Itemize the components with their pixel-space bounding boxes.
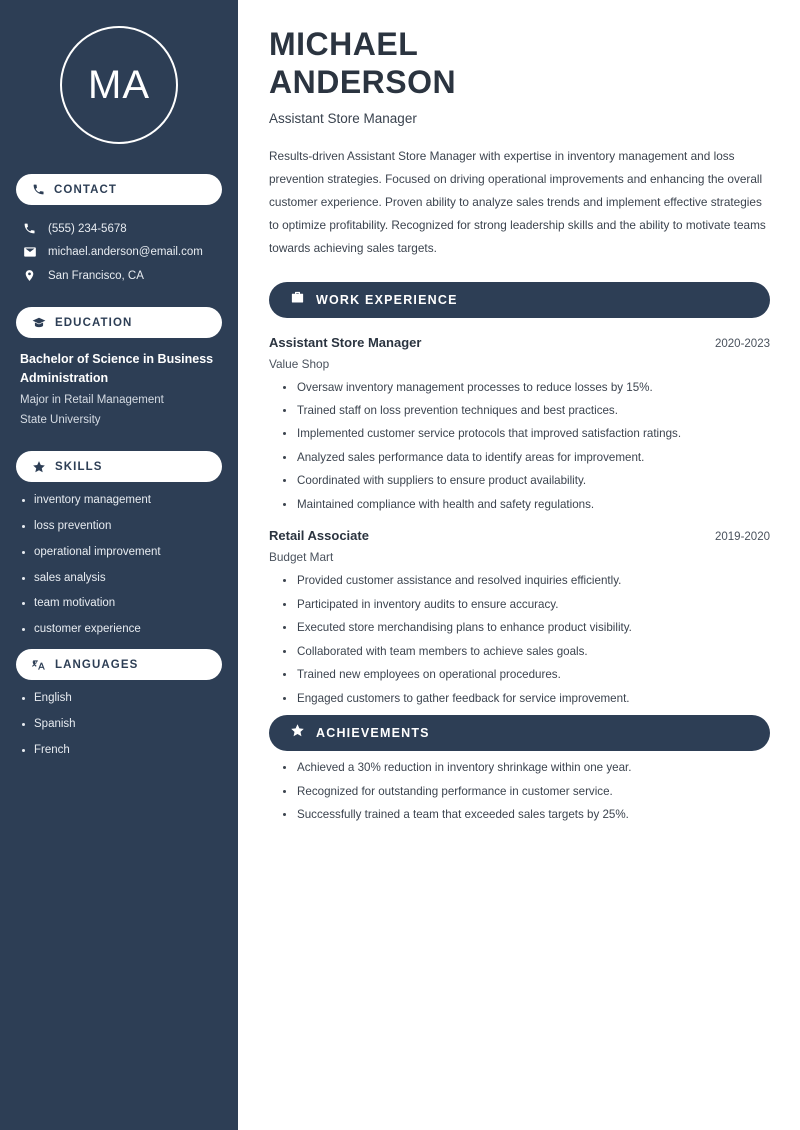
list-item: team motivation bbox=[20, 597, 218, 611]
section-label-work-experience: WORK EXPERIENCE bbox=[316, 292, 458, 307]
experience-role: Assistant Store Manager bbox=[269, 334, 422, 350]
languages-list bbox=[16, 692, 222, 757]
avatar-container bbox=[16, 0, 222, 166]
avatar-initials: MA bbox=[88, 62, 150, 107]
experience-company: Budget Mart bbox=[269, 550, 334, 565]
first-name: MICHAEL bbox=[269, 26, 419, 62]
headline-job-title: Assistant Store Manager bbox=[269, 110, 417, 126]
sidebar bbox=[0, 0, 238, 1130]
contact-location-value: San Francisco, CA bbox=[48, 269, 144, 282]
star-icon bbox=[290, 723, 305, 743]
sidebar-education-label: EDUCATION bbox=[55, 316, 133, 329]
list-item: Collaborated with team members to achieve sales goals. bbox=[283, 645, 770, 659]
contact-item-location bbox=[16, 264, 222, 287]
main-content bbox=[238, 0, 800, 1130]
list-item: Maintained compliance with health and safety regulations. bbox=[283, 498, 770, 512]
envelope-icon bbox=[22, 245, 37, 259]
sidebar-section-skills-header bbox=[16, 451, 222, 482]
list-item: sales analysis bbox=[20, 572, 218, 586]
contact-email-value: michael.anderson@email.com bbox=[48, 246, 203, 258]
experience-entry bbox=[269, 335, 770, 513]
experience-role: Retail Associate bbox=[269, 528, 369, 544]
list-item: customer experience bbox=[20, 623, 218, 637]
education-school: State University bbox=[20, 414, 101, 426]
star-icon bbox=[32, 460, 46, 474]
sidebar-section-education-header bbox=[16, 307, 222, 338]
sidebar-contact-label: CONTACT bbox=[54, 183, 118, 196]
list-item: Coordinated with suppliers to ensure product availability. bbox=[283, 474, 770, 488]
avatar bbox=[60, 26, 178, 144]
experience-dates: 2019-2020 bbox=[715, 531, 770, 544]
experience-dates: 2020-2023 bbox=[715, 337, 770, 350]
education-degree: Bachelor of Science in Business Administration bbox=[20, 352, 214, 386]
sidebar-skills-label: SKILLS bbox=[55, 460, 103, 473]
contact-phone-value: (555) 234-5678 bbox=[48, 222, 127, 235]
list-item: Trained new employees on operational procedures. bbox=[283, 668, 770, 682]
achievements-list bbox=[269, 761, 770, 822]
list-item: English bbox=[20, 692, 218, 706]
section-header-work-experience bbox=[269, 282, 770, 318]
phone-icon bbox=[32, 183, 45, 196]
skills-list bbox=[16, 494, 222, 637]
list-item: Engaged customers to gather feedback for service improvement. bbox=[283, 692, 770, 706]
list-item: Successfully trained a team that exceeded sales targets by 25%. bbox=[283, 808, 770, 822]
experience-bullets bbox=[269, 574, 770, 706]
list-item: Trained staff on loss prevention techniques and best practices. bbox=[283, 404, 770, 418]
experience-header bbox=[269, 335, 770, 350]
contact-item-email bbox=[16, 240, 222, 264]
page-title bbox=[269, 26, 770, 102]
list-item: Analyzed sales performance data to identify areas for improvement. bbox=[283, 451, 770, 465]
section-header-achievements bbox=[269, 715, 770, 751]
experience-bullets bbox=[269, 381, 770, 513]
list-item: operational improvement bbox=[20, 546, 218, 560]
experience-entry bbox=[269, 528, 770, 706]
list-item: Implemented customer service protocols that improved satisfaction ratings. bbox=[283, 427, 770, 441]
contact-item-phone bbox=[16, 217, 222, 240]
list-item: Achieved a 30% reduction in inventory shrinkage within one year. bbox=[283, 761, 770, 775]
list-item: Recognized for outstanding performance in customer service. bbox=[283, 785, 770, 799]
sidebar-section-contact-header bbox=[16, 174, 222, 205]
experience-company: Value Shop bbox=[269, 356, 330, 371]
list-item: Participated in inventory audits to ensure accuracy. bbox=[283, 598, 770, 612]
list-item: inventory management bbox=[20, 494, 218, 508]
list-item: Provided customer assistance and resolved inquiries efficiently. bbox=[283, 574, 770, 588]
professional-summary: Results-driven Assistant Store Manager with expertise in inventory management and loss prevention strategies. Focused on driving operational improvements and enhancing the overall customer experience. Proven ability to analyze sales trends and implement effective strategies to optimize profitability. Recognized for strong leadership skills and the ability to motivate teams towards achieving sales targets. bbox=[269, 148, 766, 255]
list-item: loss prevention bbox=[20, 520, 218, 534]
briefcase-icon bbox=[290, 290, 305, 310]
list-item: Executed store merchandising plans to enhance product visibility. bbox=[283, 621, 770, 635]
sidebar-section-languages-header bbox=[16, 649, 222, 680]
graduation-cap-icon bbox=[32, 316, 46, 330]
map-pin-icon bbox=[22, 269, 37, 282]
list-item: Oversaw inventory management processes to reduce losses by 15%. bbox=[283, 381, 770, 395]
education-major: Major in Retail Management bbox=[20, 393, 164, 406]
list-item: French bbox=[20, 744, 218, 758]
list-item: Spanish bbox=[20, 718, 218, 732]
phone-icon bbox=[22, 222, 37, 235]
last-name: ANDERSON bbox=[269, 63, 457, 100]
experience-header bbox=[269, 528, 770, 543]
sidebar-languages-label: LANGUAGES bbox=[55, 658, 139, 671]
translate-icon bbox=[32, 658, 46, 672]
section-label-achievements: ACHIEVEMENTS bbox=[316, 726, 430, 741]
